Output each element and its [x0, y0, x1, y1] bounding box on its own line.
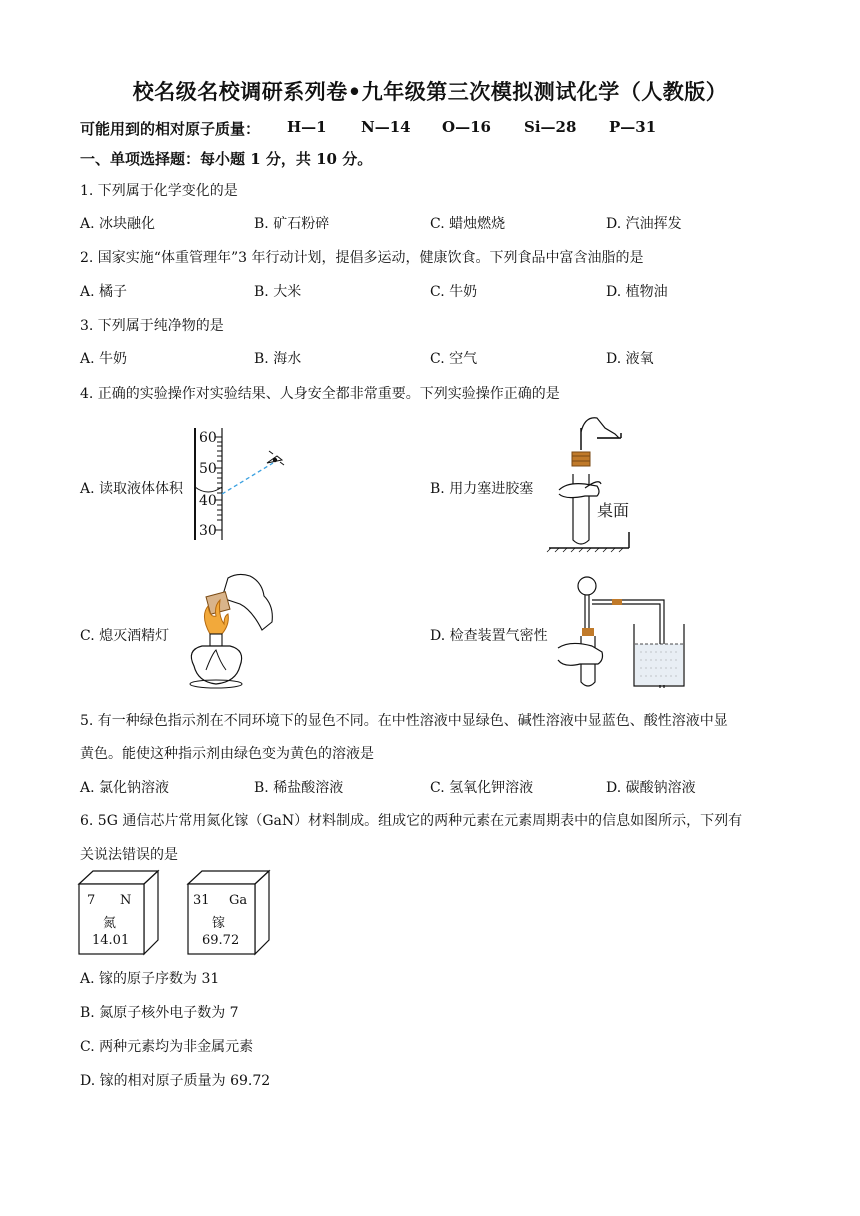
- nitrogen-symbol: N: [120, 893, 132, 908]
- alcohol-lamp-figure: [170, 570, 280, 694]
- page-title: 校名级名校调研系列卷•九年级第三次模拟测试化学（人教版）: [132, 79, 728, 104]
- atomic-mass-p: P—31: [609, 118, 657, 136]
- q2-option-b: B. 大米: [254, 284, 302, 300]
- q4-option-c: C. 熄灭酒精灯: [80, 628, 170, 644]
- q6-option-a: A. 镓的原子序数为 31: [80, 971, 220, 987]
- q5-option-b: B. 稀盐酸溶液: [254, 780, 344, 796]
- q4-option-d: D. 检查装置气密性: [430, 628, 548, 644]
- gallium-atomic-number: 31: [193, 893, 210, 908]
- atomic-mass-si: Si—28: [524, 118, 577, 136]
- question-6-stem-line1: 6. 5G 通信芯片常用氮化镓（GaN）材料制成。组成它的两种元素在元素周期表中的信息如图所示，下列有: [80, 813, 743, 829]
- q5-option-c: C. 氢氧化钾溶液: [430, 780, 534, 796]
- q1-option-c: C. 蜡烛燃烧: [430, 216, 506, 232]
- cylinder-tick-40: 40: [199, 493, 217, 509]
- cylinder-tick-50: 50: [199, 461, 217, 477]
- question-4-stem: 4. 正确的实验操作对实验结果、人身安全都非常重要。下列实验操作正确的是: [80, 386, 560, 402]
- atomic-mass-h: H—1: [287, 118, 327, 136]
- airtightness-figure: [554, 572, 694, 692]
- cylinder-tick-30: 30: [199, 523, 217, 539]
- atomic-mass-n: N—14: [361, 118, 411, 136]
- nitrogen-name: 氮: [103, 916, 117, 931]
- q1-option-a: A. 冰块融化: [80, 216, 156, 232]
- q2-option-d: D. 植物油: [606, 284, 668, 300]
- question-6-stem-line2: 关说法错误的是: [80, 847, 178, 863]
- q6-option-c: C. 两种元素均为非金属元素: [80, 1039, 254, 1055]
- q5-option-a: A. 氯化钠溶液: [80, 780, 170, 796]
- q1-option-d: D. 汽油挥发: [606, 216, 682, 232]
- q3-option-c: C. 空气: [430, 351, 478, 367]
- gallium-mass: 69.72: [202, 933, 240, 948]
- q3-option-d: D. 液氧: [606, 351, 654, 367]
- q5-option-d: D. 碳酸钠溶液: [606, 780, 696, 796]
- gallium-name: 镓: [212, 916, 226, 931]
- q4-option-a: A. 读取液体体积: [80, 481, 184, 497]
- q3-option-b: B. 海水: [254, 351, 302, 367]
- q2-option-c: C. 牛奶: [430, 284, 478, 300]
- desk-label: 桌面: [597, 501, 630, 520]
- question-5-stem-line2: 黄色。能使这种指示剂由绿色变为黄色的溶液是: [80, 746, 374, 762]
- q6-option-b: B. 氮原子核外电子数为 7: [80, 1005, 239, 1021]
- q4-option-b: B. 用力塞进胶塞: [430, 481, 534, 497]
- section-heading: 一、单项选择题：每小题 1 分，共 10 分。: [80, 150, 373, 168]
- question-3-stem: 3. 下列属于纯净物的是: [80, 318, 224, 334]
- q6-option-d: D. 镓的相对原子质量为 69.72: [80, 1073, 271, 1089]
- question-5-stem-line1: 5. 有一种绿色指示剂在不同环境下的显色不同。在中性溶液中显绿色、碱性溶液中显蓝色、酸性溶液中显: [80, 713, 728, 729]
- q1-option-b: B. 矿石粉碎: [254, 216, 330, 232]
- atomic-mass-o: O—16: [442, 118, 491, 136]
- nitrogen-atomic-number: 7: [87, 893, 96, 908]
- nitrogen-mass: 14.01: [92, 933, 130, 948]
- question-2-stem: 2. 国家实施“体重管理年”3 年行动计划，提倡多运动，健康饮食。下列食品中富含油脂的是: [80, 250, 644, 266]
- gallium-symbol: Ga: [229, 893, 248, 908]
- cylinder-tick-60: 60: [199, 430, 217, 446]
- atomic-mass-label: 可能用到的相对原子质量：: [80, 120, 261, 138]
- question-1-stem: 1. 下列属于化学变化的是: [80, 183, 238, 199]
- stopper-figure: [545, 412, 665, 552]
- q2-option-a: A. 橘子: [80, 284, 128, 300]
- q3-option-a: A. 牛奶: [80, 351, 128, 367]
